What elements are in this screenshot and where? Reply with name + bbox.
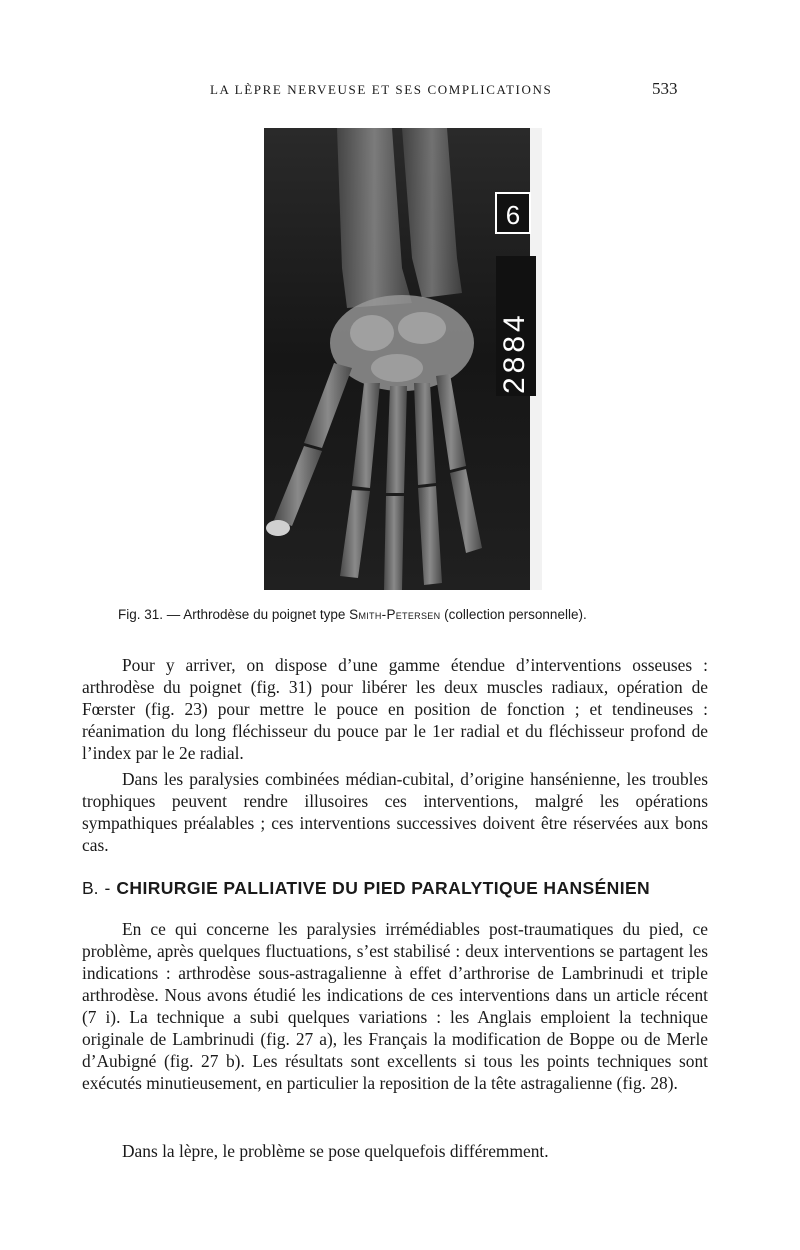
paragraph-1-text: Pour y arriver, on dispose d’une gamme étendue d’interventions osseuses : arthrodèse du poignet (fig. 31) pour libérer les deux muscles radiaux, opération de Fœrster (fig. 23) pour mettre le pouce en position de fonction ; et tendineuses : réanimation du long fléchisseur du pouce par le 1er radial et du fléchisseur profond de l’index par le 2e radial. bbox=[82, 655, 708, 763]
marker-number-text: 2884 bbox=[498, 311, 531, 394]
page-number: 533 bbox=[652, 79, 678, 98]
paragraph-3-text: En ce qui concerne les paralysies irrémédiables post-traumatiques du pied, ce problème, après quelques fluctuations, s’est stabilisé : deux interventions se partagent les indications : arthrodèse sous-astragalienne à effet d’arthrorise de Lambrinudi et triple arthrodèse. Nous avons étudié les indications de ces interventions dans un article récent (7 i). La technique a subi quelques variations : les Anglais emploient la technique originale de Lambrinudi (fig. 27 a), les Français la modification de Boppe ou de Merle d’Aubigné (fig. 27 b). Les résultats sont excellents si tous les points techniques sont exécutés minutieusement, en particulier la reposition de la tête astragalienne (fig. 28). bbox=[82, 919, 708, 1093]
section-heading bbox=[82, 878, 722, 899]
running-title: LA LÈPRE NERVEUSE ET SES COMPLICATIONS bbox=[210, 82, 553, 97]
section-letter: B. bbox=[82, 878, 99, 898]
running-head bbox=[0, 79, 800, 106]
marker-top-text: 6 bbox=[505, 200, 521, 230]
section-dash: - bbox=[104, 878, 111, 898]
paragraph-3 bbox=[82, 918, 708, 1094]
paragraph-1 bbox=[82, 654, 708, 764]
paragraph-4-text: Dans la lèpre, le problème se pose quelquefois différemment. bbox=[122, 1141, 549, 1161]
paragraph-2-text: Dans les paralysies combinées médian-cubital, d’origine hansénienne, les troubles trophiques peuvent rendre illusoires ces interventions, malgré les opérations sympathiques préalables ; ces interventions successives doivent être réservées aux bons cas. bbox=[82, 769, 708, 855]
film-marker-6 bbox=[496, 193, 530, 233]
caption-suffix: (collection personnelle). bbox=[440, 607, 587, 622]
xray-figure bbox=[252, 128, 542, 590]
film-marker-number bbox=[496, 256, 536, 396]
figure-caption bbox=[118, 607, 738, 622]
caption-prefix: Fig. 31. — Arthrodèse du poignet type bbox=[118, 607, 350, 622]
section-heading-text: CHIRURGIE PALLIATIVE DU PIED PARALYTIQUE HANSÉNIEN bbox=[116, 878, 651, 898]
caption-name: Smith-Petersen bbox=[349, 607, 441, 622]
phalanx-middle bbox=[384, 496, 404, 590]
paragraph-2 bbox=[82, 768, 708, 856]
paragraph-4 bbox=[82, 1140, 708, 1162]
